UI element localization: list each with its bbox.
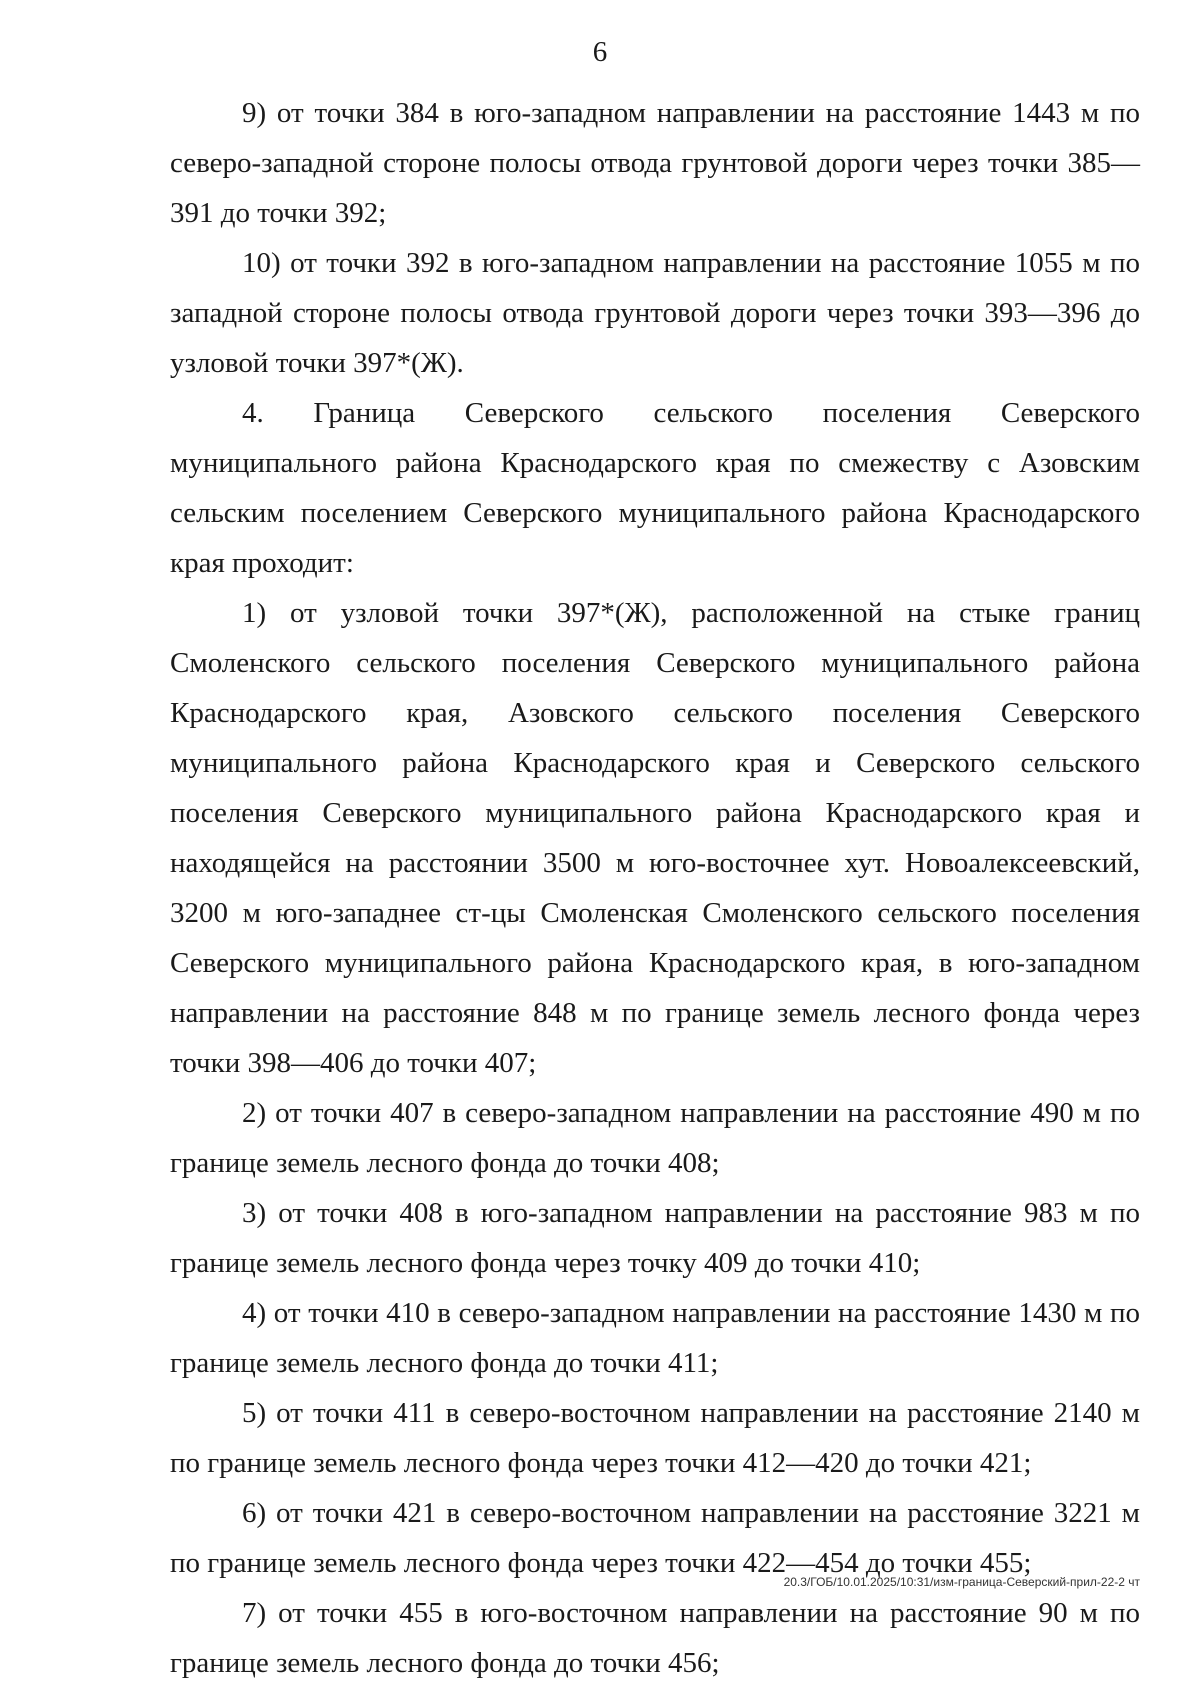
page-number: 6 (592, 36, 608, 68)
paragraph-subitem-2: 2) от точки 407 в северо-западном направлении на расстояние 490 м по границе земель лесного фонда до точки 408; (170, 1097, 1140, 1179)
document-body (170, 88, 1140, 1688)
paragraph-subitem-7: 7) от точки 455 в юго-восточном направлении на расстояние 90 м по границе земель лесного фонда до точки 456; (170, 1597, 1140, 1679)
paragraph-subitem-1: 1) от узловой точки 397*(Ж), расположенной на стыке границ Смоленского сельского поселения Северского муниципального района Краснодарского края, Азовского сельского поселения Северского муниципального района Краснодарского края и Северского сельского поселения Северского муниципального района Краснодарского края и находящейся на расстоянии 3500 м юго-восточнее хут. Новоалексеевский, 3200 м юго-западнее ст-цы Смоленская Смоленского сельского поселения Северского муниципального района Краснодарского края, в юго-западном направлении на расстояние 848 м по границе земель лесного фонда через точки 398—406 до точки 407; (170, 597, 1140, 1079)
paragraph-section-4: 4. Граница Северского сельского поселения Северского муниципального района Краснодарского края по смежеству с Азовским сельским поселением Северского муниципального района Краснодарского края проходит: (170, 397, 1140, 579)
paragraph-subitem-4: 4) от точки 410 в северо-западном направлении на расстояние 1430 м по границе земель лесного фонда до точки 411; (170, 1297, 1140, 1379)
paragraph-subitem-3: 3) от точки 408 в юго-западном направлении на расстояние 983 м по границе земель лесного фонда через точку 409 до точки 410; (170, 1197, 1140, 1279)
paragraph-item-10: 10) от точки 392 в юго-западном направлении на расстояние 1055 м по западной стороне полосы отвода грунтовой дороги через точки 393—396 до узловой точки 397*(Ж). (170, 247, 1140, 379)
document-footer-code: 20.3/ГОБ/10.01.2025/10:31/изм-граница-Северский-прил-22-2 чт (783, 1575, 1140, 1589)
paragraph-subitem-6: 6) от точки 421 в северо-восточном направлении на расстояние 3221 м по границе земель лесного фонда через точки 422—454 до точки 455; (170, 1497, 1140, 1579)
paragraph-item-9: 9) от точки 384 в юго-западном направлении на расстояние 1443 м по северо-западной стороне полосы отвода грунтовой дороги через точки 385—391 до точки 392; (170, 97, 1140, 229)
paragraph-subitem-5: 5) от точки 411 в северо-восточном направлении на расстояние 2140 м по границе земель лесного фонда через точки 412—420 до точки 421; (170, 1397, 1140, 1479)
